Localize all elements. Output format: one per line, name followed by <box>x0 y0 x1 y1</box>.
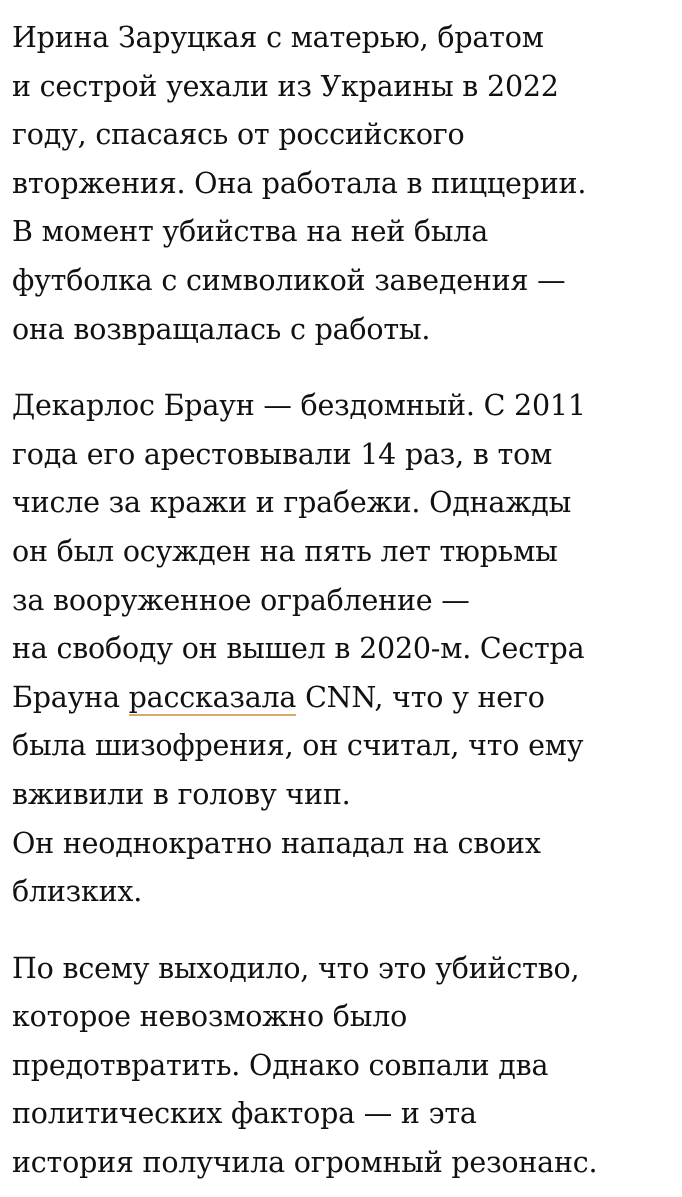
text-line: и сестрой уехали из Украины в 2022 <box>12 69 559 103</box>
text-line: Он неоднократно нападал на своих <box>12 826 541 860</box>
text-line: числе за кражи и грабежи. Однажды <box>12 486 572 520</box>
text-line: В момент убийства на ней была <box>12 215 489 249</box>
text-line: году, спасаясь от российского <box>12 118 465 152</box>
text-line: года его арестовывали 14 раз, в том <box>12 437 553 471</box>
text-line: футболка с символикой заведения — <box>12 263 566 297</box>
text-line: политических фактора — и эта <box>12 1097 477 1131</box>
text-line: на свободу он вышел в 2020-м. Сестра <box>12 632 585 666</box>
text-line: которое невозможно было <box>12 1000 408 1034</box>
text-line: Декарлос Браун — бездомный. С 2011 <box>12 389 586 423</box>
text-line: она возвращалась с работы. <box>12 312 431 346</box>
text-line: была шизофрения, он считал, что ему <box>12 729 584 763</box>
text-line: По всему выходило, что это убийство, <box>12 951 580 985</box>
paragraph-resonance <box>12 945 670 1188</box>
cnn-source-link[interactable]: рассказала <box>128 680 297 714</box>
text-line: предотвратить. Однако совпали два <box>12 1048 549 1082</box>
text-line-with-link <box>12 674 670 723</box>
paragraph-brown <box>12 382 670 917</box>
text-line: вживили в голову чип. <box>12 777 351 811</box>
text-segment: Брауна <box>12 680 129 714</box>
text-line: близких. <box>12 875 143 909</box>
text-line: история получила огромный резонанс. <box>12 1146 598 1180</box>
text-line: он был осужден на пять лет тюрьмы <box>12 534 558 568</box>
text-line: за вооруженное ограбление — <box>12 583 470 617</box>
text-segment: CNN, что у него <box>296 680 545 714</box>
text-line: вторжения. Она работала в пиццерии. <box>12 166 587 200</box>
text-line: Ирина Заруцкая с матерью, братом <box>12 21 544 54</box>
paragraph-zarutskaya <box>12 14 670 354</box>
